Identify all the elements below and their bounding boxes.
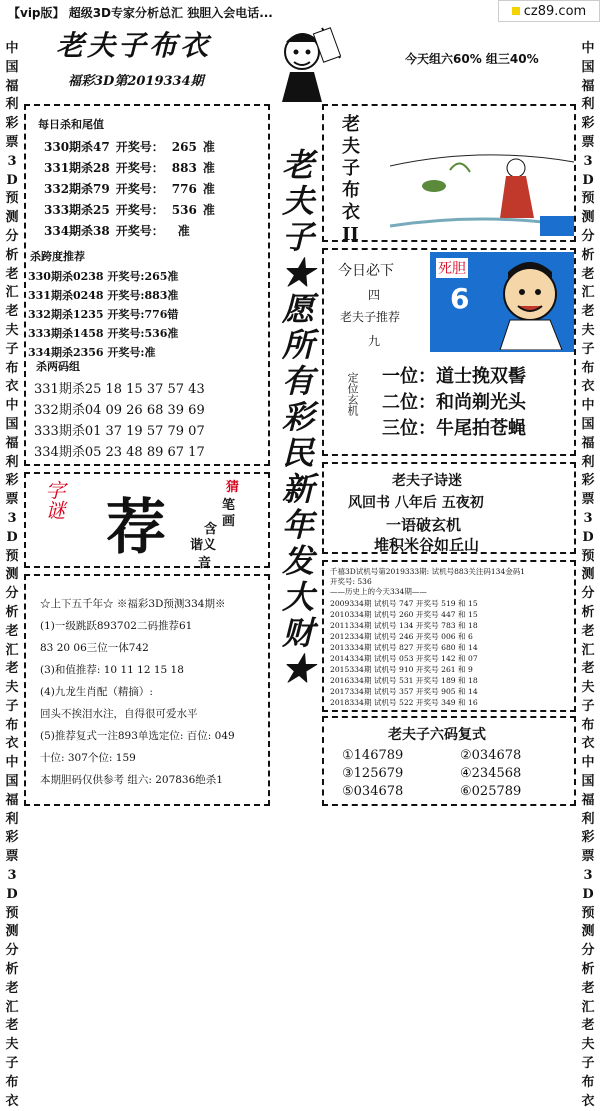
- recommend-box: [24, 472, 270, 571]
- tail-mark: 准: [177, 224, 190, 238]
- positions-side-label: 定位玄机: [346, 372, 359, 416]
- right-side-banner: 中国福利彩票3D预测分析老汇老夫子布衣中国福利彩票3D预测分析老汇老夫子布衣中国福利彩票3D预测分析老汇老夫子布衣: [581, 41, 595, 1109]
- panel1-title-char: 老: [342, 114, 360, 135]
- tail-mark: 准: [202, 161, 215, 175]
- poem-char-1: 猜: [226, 480, 240, 495]
- poem-char-2: 笔: [222, 498, 236, 513]
- history-row: 2012334期 试机号 246 开奖号 006 和 6: [330, 632, 473, 641]
- history-row: 2009334期 试机号 747 开奖号 519 和 15: [330, 599, 478, 608]
- tail-num: 776: [171, 182, 197, 196]
- must-number: 四: [368, 288, 381, 302]
- history-row: 2018334期 试机号 522 开奖号 349 和 16: [330, 698, 478, 707]
- scene-illustration-icon: [390, 126, 574, 238]
- tail-label: 开奖号：: [115, 182, 164, 196]
- six-code-2: ②034678: [460, 748, 522, 763]
- poem-char-4: 含: [204, 522, 218, 537]
- history-head-2: 开奖号: 536: [330, 577, 372, 586]
- tail-row: [44, 159, 221, 176]
- position-3: 三位：牛尾拍苍蝇: [382, 418, 526, 439]
- pair-row: 331期杀25 18 15 37 57 43: [34, 382, 205, 397]
- cartoon-face-icon: [490, 258, 572, 350]
- poem-line-1: 风回书 八年后 五夜初: [348, 495, 484, 511]
- span-row: 332期杀1235 开奖号:776错: [28, 308, 179, 321]
- note-line: (3)和值推荐: 10 11 12 15 18: [40, 664, 184, 676]
- six-code-3: ③125679: [342, 766, 404, 781]
- rec-label: 老夫子推荐: [340, 310, 401, 324]
- history-row: 2010334期 试机号 260 开奖号 447 和 15: [330, 610, 478, 619]
- notes-box: [24, 574, 270, 806]
- tail-row: [44, 138, 221, 155]
- panel-must-box: [322, 248, 576, 456]
- history-row: 2015334期 试机号 910 开奖号 261 和 9: [330, 665, 473, 674]
- history-row: 2017334期 试机号 357 开奖号 905 和 14: [330, 687, 478, 696]
- tail-label: 开奖号：: [115, 224, 164, 238]
- panel1-title-char: 衣: [342, 202, 360, 223]
- tail-label: 开奖号：: [115, 161, 164, 175]
- panel1-title-char: 夫: [342, 136, 360, 157]
- poem-title: 老夫子诗迷: [392, 473, 462, 489]
- tail-mark: 准: [202, 182, 215, 196]
- top-line: 【vip版】 超级3D专家分析总汇 独胆入会电话...: [8, 6, 273, 20]
- position-1: 一位：道士挽双髻: [382, 366, 526, 387]
- note-line: 83 20 06三位一体742: [40, 642, 149, 654]
- poem-char-5: 谐义: [190, 538, 217, 553]
- history-row: 2016334期 试机号 531 开奖号 189 和 18: [330, 676, 478, 685]
- tail-num: 265: [171, 140, 197, 154]
- history-head-3: ——历史上的今天334期——: [330, 587, 427, 596]
- rec-number: 九: [368, 334, 381, 348]
- tail-row: [44, 180, 221, 197]
- position-2: 二位：和尚剃光头: [382, 392, 526, 413]
- tail-issue: 330期杀47: [44, 140, 110, 154]
- poem-box: [322, 462, 576, 554]
- span-heading: 杀跨度推荐: [30, 250, 85, 263]
- pair-heading: 杀两码组: [36, 360, 80, 373]
- six-code-1: ①146789: [342, 748, 404, 763]
- note-line: 回头不挨泪水注，自得很可爱水平: [40, 708, 198, 720]
- span-row: 330期杀0238 开奖号:265准: [28, 270, 179, 283]
- note-line: 十位: 307个位: 159: [40, 752, 136, 764]
- panel1-title-char: II: [342, 224, 359, 245]
- recommend-big-char: 荐: [106, 493, 166, 563]
- pair-row: 332期杀04 09 26 68 39 69: [34, 403, 205, 418]
- tail-row: [44, 222, 196, 239]
- tail-issue: 333期杀25: [44, 203, 110, 217]
- note-line: (1)一级跳跃893702二码推荐61: [40, 620, 193, 632]
- tail-heading: 每日杀和尾值: [38, 118, 104, 131]
- badge-square-icon: [512, 7, 520, 15]
- tail-issue: 331期杀28: [44, 161, 110, 175]
- poem-line-3: 堆积米谷如丘山: [374, 536, 480, 554]
- six-code-title: 老夫子六码复式: [388, 727, 486, 743]
- dead-number: 6: [450, 282, 470, 315]
- left-upper-box: [24, 104, 270, 466]
- tail-label: 开奖号：: [115, 140, 164, 154]
- today-ratio: 今天组六60% 组三40%: [405, 52, 539, 66]
- cartoon-old-master-icon: [268, 22, 346, 102]
- note-line: (5)推荐复式一注893单选定位: 百位: 049: [40, 730, 235, 742]
- tail-label: 开奖号：: [115, 203, 164, 217]
- history-row: 2013334期 试机号 827 开奖号 680 和 14: [330, 643, 478, 652]
- riddle-script: 字谜: [42, 480, 66, 520]
- six-code-box: [322, 716, 576, 806]
- pair-row: 334期杀05 23 48 89 67 17: [34, 445, 205, 460]
- left-side-banner: 中国福利彩票3D预测分析老汇老夫子布衣中国福利彩票3D预测分析老汇老夫子布衣中国福利彩票3D预测分析老汇老夫子布衣: [5, 41, 19, 1109]
- poem-char-6: 音: [198, 556, 212, 571]
- six-code-6: ⑥025789: [460, 784, 522, 799]
- note-line: 本期胆码仅供参考 组六: 207836绝杀1: [40, 774, 223, 786]
- span-row: 333期杀1458 开奖号:536准: [28, 327, 179, 340]
- span-row: 331期杀0248 开奖号:883准: [28, 289, 179, 302]
- center-slogan: 老夫子★愿所有彩民新年发大财★: [277, 148, 315, 688]
- issue-title: 福彩3D第2019334期: [68, 74, 204, 89]
- dead-code-badge: [430, 252, 574, 352]
- site-badge[interactable]: [498, 0, 600, 22]
- tail-num: 536: [171, 203, 197, 217]
- history-box: [322, 560, 576, 712]
- history-row: 2011334期 试机号 134 开奖号 783 和 18: [330, 621, 478, 630]
- panel1-title-char: 子: [342, 158, 360, 179]
- must-label: 今日必下: [338, 263, 394, 279]
- tail-row: [44, 201, 221, 218]
- span-row: 334期杀2356 开奖号:准: [28, 346, 156, 359]
- six-code-5: ⑤034678: [342, 784, 404, 799]
- poem-char-3: 画: [222, 514, 236, 529]
- site-badge-label: cz89.com: [523, 3, 587, 19]
- six-code-4: ④234568: [460, 766, 522, 781]
- poem-line-2: 一语破玄机: [386, 516, 462, 534]
- note-line: ☆上下五千年☆ ※福彩3D预测334期※: [40, 598, 226, 610]
- history-row: 2014334期 试机号 053 开奖号 142 和 07: [330, 654, 478, 663]
- panel-title-box: [322, 104, 576, 245]
- tail-issue: 334期杀38: [44, 224, 110, 238]
- history-head-1: 千禧3D试机号第2019333期: 试机号883关注码134金码1: [330, 567, 525, 576]
- tail-mark: 准: [202, 140, 215, 154]
- panel1-title-char: 布: [342, 180, 360, 201]
- tail-mark: 准: [202, 203, 215, 217]
- tail-num: 883: [171, 161, 197, 175]
- center-slogan-box: [276, 104, 316, 824]
- dead-label: 死胆: [436, 258, 468, 278]
- note-line: (4)九龙生肖配（精摘）:: [40, 686, 153, 698]
- tail-issue: 332期杀79: [44, 182, 110, 196]
- pair-row: 333期杀01 37 19 57 79 07: [34, 424, 205, 439]
- brand-title: 老夫子布衣: [56, 29, 212, 62]
